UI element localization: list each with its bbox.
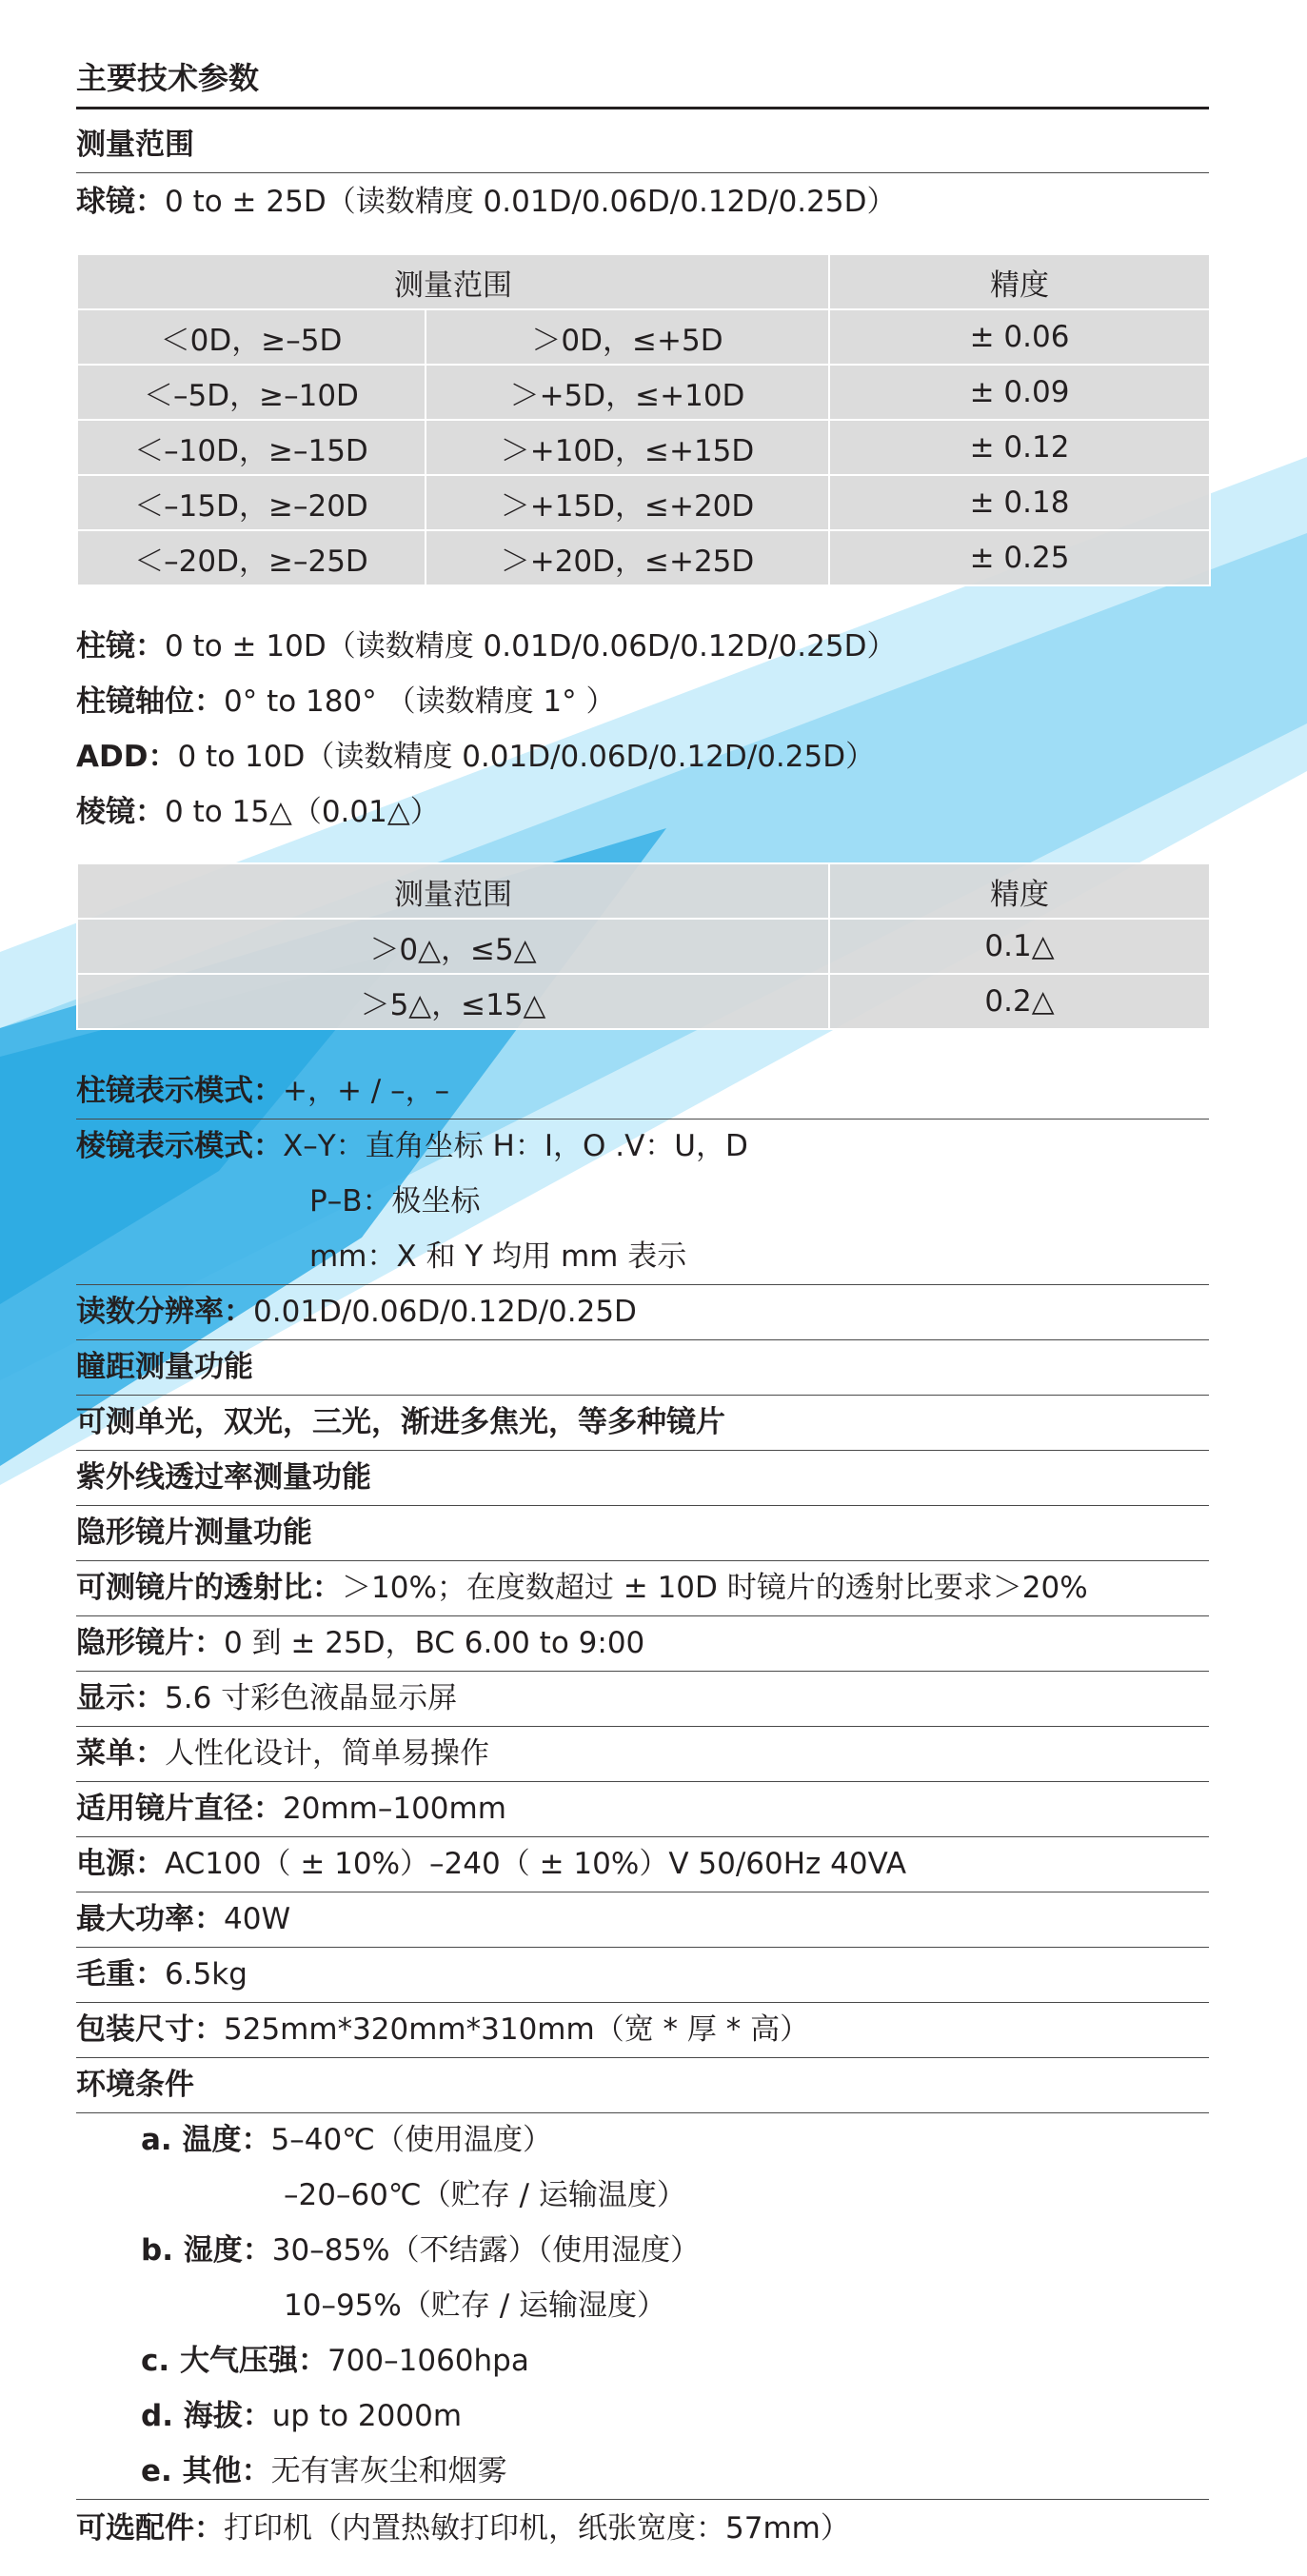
prism-mode-label: 棱镜表示模式： xyxy=(76,1129,283,1163)
measure-range-heading xyxy=(76,117,1209,173)
contact-range-row xyxy=(76,1615,1209,1672)
weight-row xyxy=(76,1947,1209,2003)
prism-table xyxy=(76,862,1211,1030)
prism-mode-row-2 xyxy=(76,1174,1209,1229)
cylinder-row xyxy=(76,619,1209,674)
table-header-row xyxy=(77,863,1210,919)
axis-value: 0° to 180° （读数精度 1° ） xyxy=(224,684,616,719)
uv-row xyxy=(76,1450,1209,1506)
table-cell: ＜–5D，≥–10D xyxy=(77,365,426,420)
table-header-row xyxy=(77,254,1210,309)
add-label: ADD： xyxy=(76,740,178,774)
env-pressure-value: 700–1060hpa xyxy=(327,2344,529,2378)
optional-label: 可选配件： xyxy=(76,2511,224,2546)
env-humidity-row xyxy=(76,2223,1209,2278)
display-row xyxy=(76,1671,1209,1727)
table-cell: ＜0D，≥–5D xyxy=(77,309,426,365)
prism-row xyxy=(76,784,1209,840)
prism-mode-line-1: X–Y：直角坐标 H：I，O .V：U，D xyxy=(283,1129,748,1163)
contact-row xyxy=(76,1505,1209,1561)
prism-label: 棱镜： xyxy=(76,795,165,829)
measure-range-heading-label: 测量范围 xyxy=(76,128,194,162)
sphere-table xyxy=(76,253,1211,586)
env-other-value: 无有害灰尘和烟雾 xyxy=(270,2454,507,2488)
table-row xyxy=(77,475,1210,530)
optional-row xyxy=(76,2501,1209,2556)
table-cell: ＞+20D，≤+25D xyxy=(426,530,829,585)
table-cell: 0.2△ xyxy=(829,974,1210,1029)
table-row xyxy=(77,530,1210,585)
power-row xyxy=(76,1836,1209,1892)
env-other-row xyxy=(76,2444,1209,2500)
lens-types-row xyxy=(76,1395,1209,1451)
env-humidity-value-2: 10–95%（贮存 / 运输湿度） xyxy=(284,2289,667,2323)
prism-value: 0 to 15△（0.01△） xyxy=(165,795,440,829)
contact-range-value: 0 到 ± 25D，BC 6.00 to 9:00 xyxy=(224,1626,645,1660)
power-value: AC100（ ± 10%）–240（ ± 10%）V 50/60Hz 40VA xyxy=(165,1847,907,1881)
add-row xyxy=(76,729,1209,784)
env-humidity-label: b. 湿度： xyxy=(141,2233,272,2268)
env-temp-row-2 xyxy=(76,2168,1209,2223)
table-row xyxy=(77,974,1210,1029)
env-pressure-row xyxy=(76,2333,1209,2388)
env-temp-value-2: –20–60℃（贮存 / 运输温度） xyxy=(284,2178,686,2212)
table-cell: ＞+5D，≤+10D xyxy=(426,365,829,420)
table-cell: ± 0.25 xyxy=(829,530,1210,585)
env-label: 环境条件 xyxy=(76,2068,194,2102)
diameter-label: 适用镜片直径： xyxy=(76,1792,283,1826)
menu-label: 菜单： xyxy=(76,1736,165,1771)
optional-value: 打印机（内置热敏打印机，纸张宽度：57mm） xyxy=(224,2511,850,2546)
diameter-row xyxy=(76,1781,1209,1837)
env-altitude-label: d. 海拔： xyxy=(141,2399,272,2433)
cyl-mode-label: 柱镜表示模式： xyxy=(76,1074,283,1108)
power-label: 电源： xyxy=(76,1847,165,1881)
header-accuracy: 精度 xyxy=(829,863,1210,919)
menu-value: 人性化设计，简单易操作 xyxy=(165,1736,489,1771)
table-cell: ＜–20D，≥–25D xyxy=(77,530,426,585)
prism-mode-row-3 xyxy=(76,1229,1209,1285)
contact-label: 隐形镜片测量功能 xyxy=(76,1516,312,1550)
cyl-mode-row xyxy=(76,1063,1209,1120)
prism-mode-line-2: P–B：极坐标 xyxy=(309,1184,481,1219)
table-row xyxy=(77,420,1210,475)
table-cell: ＞+10D，≤+15D xyxy=(426,420,829,475)
table-cell: ＜–15D，≥–20D xyxy=(77,475,426,530)
cylinder-label: 柱镜： xyxy=(76,629,165,664)
lens-types-label: 可测单光，双光，三光，渐进多焦光，等多种镜片 xyxy=(76,1405,725,1439)
add-value: 0 to 10D（读数精度 0.01D/0.06D/0.12D/0.25D） xyxy=(177,740,876,774)
table-cell: ＞5△，≤15△ xyxy=(77,974,829,1029)
cylinder-value: 0 to ± 10D（读数精度 0.01D/0.06D/0.12D/0.25D） xyxy=(165,629,897,664)
max-power-label: 最大功率： xyxy=(76,1902,224,1936)
resolution-label: 读数分辨率： xyxy=(76,1295,253,1329)
header-accuracy: 精度 xyxy=(829,254,1210,309)
display-value: 5.6 寸彩色液晶显示屏 xyxy=(165,1681,458,1715)
header-range: 测量范围 xyxy=(77,863,829,919)
table-cell: 0.1△ xyxy=(829,919,1210,974)
resolution-row xyxy=(76,1284,1209,1340)
table-cell: ± 0.06 xyxy=(829,309,1210,365)
max-power-row xyxy=(76,1892,1209,1948)
pd-row xyxy=(76,1339,1209,1396)
transmit-value: ＞10%；在度数超过 ± 10D 时镜片的透射比要求＞20% xyxy=(342,1571,1088,1605)
weight-label: 毛重： xyxy=(76,1957,165,1991)
uv-label: 紫外线透过率测量功能 xyxy=(76,1460,371,1495)
max-power-value: 40W xyxy=(224,1902,291,1936)
pd-label: 瞳距测量功能 xyxy=(76,1350,253,1384)
package-label: 包装尺寸： xyxy=(76,2012,224,2047)
env-humidity-value: 30–85%（不结露）（使用湿度） xyxy=(271,2233,701,2268)
table-row xyxy=(77,309,1210,365)
env-other-label: e. 其他： xyxy=(141,2454,271,2488)
env-heading-row xyxy=(76,2057,1209,2113)
sphere-value: 0 to ± 25D（读数精度 0.01D/0.06D/0.12D/0.25D） xyxy=(165,185,897,219)
table-cell: ± 0.12 xyxy=(829,420,1210,475)
table-cell: ＞0D，≤+5D xyxy=(426,309,829,365)
sphere-label: 球镜： xyxy=(76,185,165,219)
diameter-value: 20mm–100mm xyxy=(283,1792,506,1826)
package-value: 525mm*320mm*310mm（宽 * 厚 * 高） xyxy=(224,2012,810,2047)
env-temp-value: 5–40℃（使用温度） xyxy=(270,2123,552,2157)
resolution-value: 0.01D/0.06D/0.12D/0.25D xyxy=(253,1295,637,1329)
table-cell: ＞0△，≤5△ xyxy=(77,919,829,974)
table-row xyxy=(77,365,1210,420)
weight-value: 6.5kg xyxy=(165,1957,248,1991)
sphere-row xyxy=(76,174,1209,229)
menu-row xyxy=(76,1726,1209,1782)
header-range: 测量范围 xyxy=(77,254,829,309)
transmit-label: 可测镜片的透射比： xyxy=(76,1571,342,1605)
env-pressure-label: c. 大气压强： xyxy=(141,2344,327,2378)
contact-range-label: 隐形镜片： xyxy=(76,1626,224,1660)
table-cell: ± 0.18 xyxy=(829,475,1210,530)
page-title: 主要技术参数 xyxy=(76,55,1209,109)
env-temp-row xyxy=(76,2112,1209,2168)
table-cell: ＜–10D，≥–15D xyxy=(77,420,426,475)
transmit-row xyxy=(76,1560,1209,1616)
env-humidity-row-2 xyxy=(76,2278,1209,2333)
table-cell: ＞+15D，≤+20D xyxy=(426,475,829,530)
package-row xyxy=(76,2002,1209,2058)
table-row xyxy=(77,919,1210,974)
axis-label: 柱镜轴位： xyxy=(76,684,224,719)
prism-mode-row xyxy=(76,1119,1209,1174)
display-label: 显示： xyxy=(76,1681,165,1715)
env-altitude-row xyxy=(76,2388,1209,2444)
axis-row xyxy=(76,674,1209,729)
env-temp-label: a. 温度： xyxy=(141,2123,271,2157)
cyl-mode-value: +，+ / –，– xyxy=(283,1074,450,1108)
table-cell: ± 0.09 xyxy=(829,365,1210,420)
prism-mode-line-3: mm：X 和 Y 均用 mm 表示 xyxy=(309,1239,687,1274)
env-altitude-value: up to 2000m xyxy=(271,2399,463,2433)
